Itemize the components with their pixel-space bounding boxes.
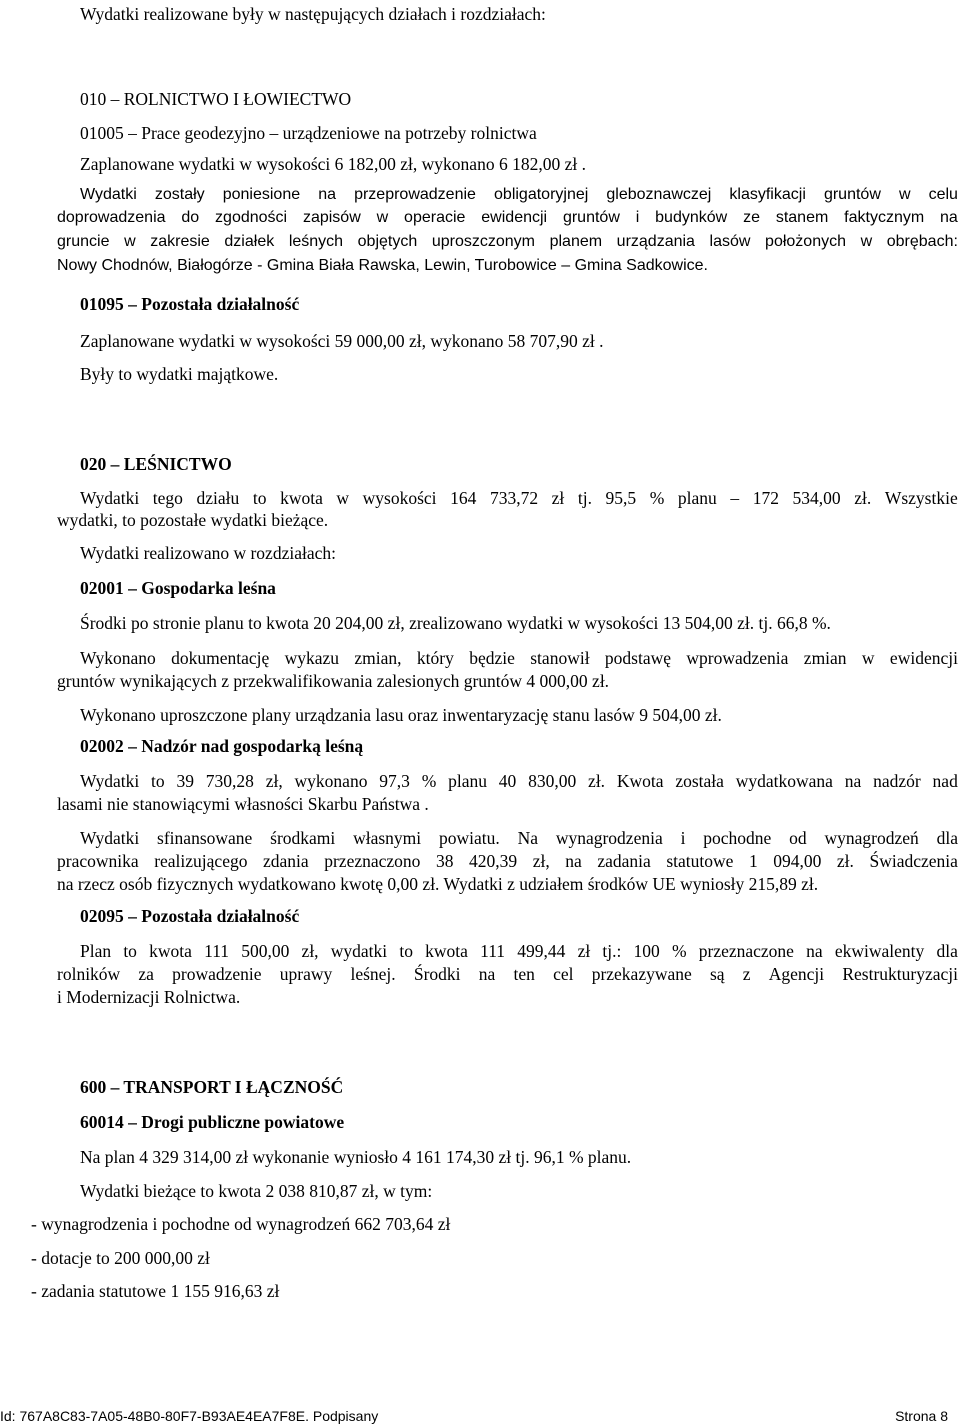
chapter-02001-funds: Środki po stronie planu to kwota 20 204,00 zł, zrealizowano wydatki w wysokości 13 504,00 zł. tj. 66,8 %. <box>80 613 831 633</box>
chapter-02001-plans: Wykonano uproszczone plany urządzania lasu oraz inwentaryzację stanu lasów 9 504,00 zł. <box>80 705 722 725</box>
chapter-02001-doc-line-2: gruntów wynikających z przekwalifikowania zalesionych gruntów 4 000,00 zł. <box>57 671 610 691</box>
chapter-02095-plan-line-2: rolników za prowadzenie uprawy leśnej. Środki na ten cel przekazywane są z Agencji Restrukturyzacji <box>57 964 958 984</box>
chapter-60014-heading: 60014 – Drogi publiczne powiatowe <box>80 1112 345 1132</box>
chapter-02002-heading: 02002 – Nadzór nad gospodarką leśną <box>80 736 364 756</box>
chapter-01005-heading: 01005 – Prace geodezyjno – urządzeniowe na potrzeby rolnictwa <box>80 123 537 143</box>
chapter-02002-fin-line-1: Wydatki sfinansowane środkami własnymi powiatu. Na wynagrodzenia i pochodne od wynagrodzeń dla <box>80 828 958 848</box>
section-600-heading: 600 – TRANSPORT I ŁĄCZNOŚĆ <box>80 1077 344 1097</box>
chapter-02095-heading: 02095 – Pozostała działalność <box>80 906 300 926</box>
chapter-02002-exp-line-1: Wydatki to 39 730,28 zł, wykonano 97,3 % planu 40 830,00 zł. Kwota została wydatkowana na nadzór nad <box>80 771 958 791</box>
chapter-01095-note: Były to wydatki majątkowe. <box>80 364 279 384</box>
chapter-60014-plan: Na plan 4 329 314,00 zł wykonanie wyniosło 4 161 174,30 zł tj. 96,1 % planu. <box>80 1147 632 1167</box>
chapter-01005-desc-line-4: Nowy Chodnów, Białogórze - Gmina Biała Rawska, Lewin, Turobowice – Gmina Sadkowice. <box>57 257 708 274</box>
intro-text: Wydatki realizowane były w następujących działach i rozdziałach: <box>80 4 546 24</box>
chapter-02002-fin-line-2: pracownika realizującego zdania przeznaczono 38 420,39 zł, na zadania statutowe 1 094,00 zł. Świadczenia <box>57 851 958 871</box>
chapter-01095-plan: Zaplanowane wydatki w wysokości 59 000,00 zł, wykonano 58 707,90 zł . <box>80 331 604 351</box>
chapter-01005-desc-line-3: gruncie w zakresie działek leśnych objętych uproszczonym planem urządzania lasów położonych w obrębach: <box>57 233 958 250</box>
chapter-01005-plan: Zaplanowane wydatki w wysokości 6 182,00 zł, wykonano 6 182,00 zł . <box>80 154 586 174</box>
footer-page-number: Strona 8 <box>895 1408 948 1424</box>
chapter-02002-fin-line-3: na rzecz osób fizycznych wydatkowano kwotę 0,00 zł. Wydatki z udziałem środków UE wyniosły 215,89 zł. <box>57 874 819 894</box>
section-020-summary-line-2: wydatki, to pozostałe wydatki bieżące. <box>57 510 329 530</box>
chapter-01005-desc-line-1: Wydatki zostały poniesione na przeprowadzenie obligatoryjnej gleboznawczej klasyfikacji gruntów w celu <box>80 186 958 203</box>
chapter-02002-exp-line-2: lasami nie stanowiącymi własności Skarbu Państwa . <box>57 794 429 814</box>
list-item: - wynagrodzenia i pochodne od wynagrodzeń 662 703,64 zł <box>31 1214 451 1234</box>
section-020-realized-in: Wydatki realizowano w rozdziałach: <box>80 543 336 563</box>
chapter-02001-doc-line-1: Wykonano dokumentację wykazu zmian, który będzie stanowił podstawę wprowadzenia zmian w ewidencji <box>80 648 958 668</box>
chapter-60014-current: Wydatki bieżące to kwota 2 038 810,87 zł, w tym: <box>80 1181 433 1201</box>
section-010-heading: 010 – ROLNICTWO I ŁOWIECTWO <box>80 89 352 109</box>
list-item: - dotacje to 200 000,00 zł <box>31 1248 210 1268</box>
chapter-01095-heading: 01095 – Pozostała działalność <box>80 294 300 314</box>
chapter-02095-plan-line-3: i Modernizacji Rolnictwa. <box>57 987 241 1007</box>
chapter-02095-plan-line-1: Plan to kwota 111 500,00 zł, wydatki to kwota 111 499,44 zł tj.: 100 % przeznaczone na ekwiwalenty dla <box>80 941 958 961</box>
footer-document-id: Id: 767A8C83-7A05-48B0-80F7-B93AE4EA7F8E. Podpisany <box>0 1408 379 1424</box>
section-020-summary-line-1: Wydatki tego działu to kwota w wysokości 164 733,72 zł tj. 95,5 % planu – 172 534,00 zł. Wszystkie <box>80 488 958 508</box>
section-020-heading: 020 – LEŚNICTWO <box>80 454 232 474</box>
chapter-01005-desc-line-2: doprowadzenia do zgodności zapisów w operacie ewidencji gruntów i budynków ze stanem faktycznym na <box>57 209 958 226</box>
chapter-02001-heading: 02001 – Gospodarka leśna <box>80 578 276 598</box>
list-item: - zadania statutowe 1 155 916,63 zł <box>31 1281 280 1301</box>
